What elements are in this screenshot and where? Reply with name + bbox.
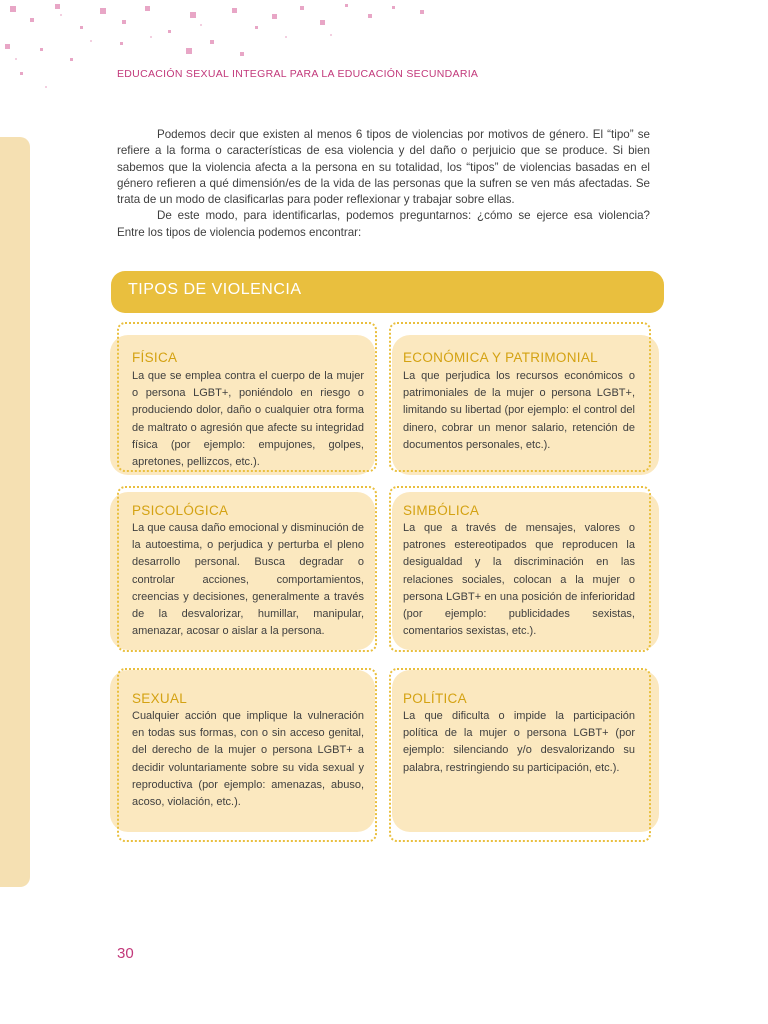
card-text: La que causa daño emocional y disminución de la autoestima, o perjudica y perturba el pleno desarrollo personal. Busca degradar o controlar acciones, comportamientos, creencias y decisiones, generalmente a través de la desvalorizar, humillar, manipular, amenazar, acosar o aislar a la persona. bbox=[132, 522, 364, 638]
confetti-decoration bbox=[0, 0, 480, 110]
side-strip bbox=[0, 137, 30, 887]
page-number: 30 bbox=[117, 945, 134, 962]
section-banner bbox=[111, 271, 664, 313]
section-banner-title: TIPOS DE VIOLENCIA bbox=[128, 281, 302, 298]
card-text: La que perjudica los recursos económicos o patrimoniales de la mujer o persona LGBT+, limitando su libertad (por ejemplo: el control del dinero, cobrar un menor salario, retención de documentos personales, etc.). bbox=[403, 370, 635, 451]
card-text: Cualquier acción que implique la vulneración en todas sus formas, con o sin acceso genital, del derecho de la mujer o persona LGBT+ a decidir voluntariamente sobre su vida sexual y reproductiva (por ejemplo: amenazas, abuso, acoso, violación, etc.). bbox=[132, 710, 364, 809]
intro-paragraph-2: De este modo, para identificarlas, podemos preguntarnos: ¿cómo se ejerce esa violencia? Entre los tipos de violencia podemos encontrar: bbox=[117, 209, 650, 239]
intro-text bbox=[117, 127, 650, 241]
card-title: POLÍTICA bbox=[403, 691, 467, 706]
card-title: SIMBÓLICA bbox=[403, 503, 480, 518]
card-title: SEXUAL bbox=[132, 691, 188, 706]
card-text: La que a través de mensajes, valores o patrones estereotipados que reproducen la desigualdad y la discriminación en las relaciones sociales, colocan a la mujer o persona LGBT+ en una posición de inferioridad (por ejemplo: publicidades sexistas, comentarios sexistas, etc.). bbox=[403, 522, 635, 638]
running-header: EDUCACIÓN SEXUAL INTEGRAL PARA LA EDUCACIÓN SECUNDARIA bbox=[117, 68, 479, 80]
card-text: La que dificulta o impide la participación política de la mujer o persona LGBT+ (por ejemplo: silenciando y/o desvalorizando su palabra, restringiendo su participación, etc.). bbox=[403, 710, 635, 774]
card-text: La que se emplea contra el cuerpo de la mujer o persona LGBT+, poniéndolo en riesgo o produciendo dolor, daño o cualquier otra forma de maltrato o agresión que afecte su integridad física (por ejemplo: empujones, golpes, apretones, pellizcos, etc.). bbox=[132, 370, 364, 469]
card-title: PSICOLÓGICA bbox=[132, 503, 229, 518]
intro-paragraph-1: Podemos decir que existen al menos 6 tipos de violencias por motivos de género. El “tipo” se refiere a la forma o características de esa violencia y del daño o perjuicio que se produce. Si bien sabemos que la violencia afecta a la persona en su totalidad, los “tipos” de violencias basadas en el género refieren a qué dimensión/es de la vida de las personas que la sufren se ven más afectadas. Se trata de un modo de clasificarlas para poder reflexionar y trabajar sobre ellas. bbox=[117, 128, 650, 207]
card-title: FÍSICA bbox=[132, 350, 178, 365]
card-title: ECONÓMICA Y PATRIMONIAL bbox=[403, 350, 598, 365]
